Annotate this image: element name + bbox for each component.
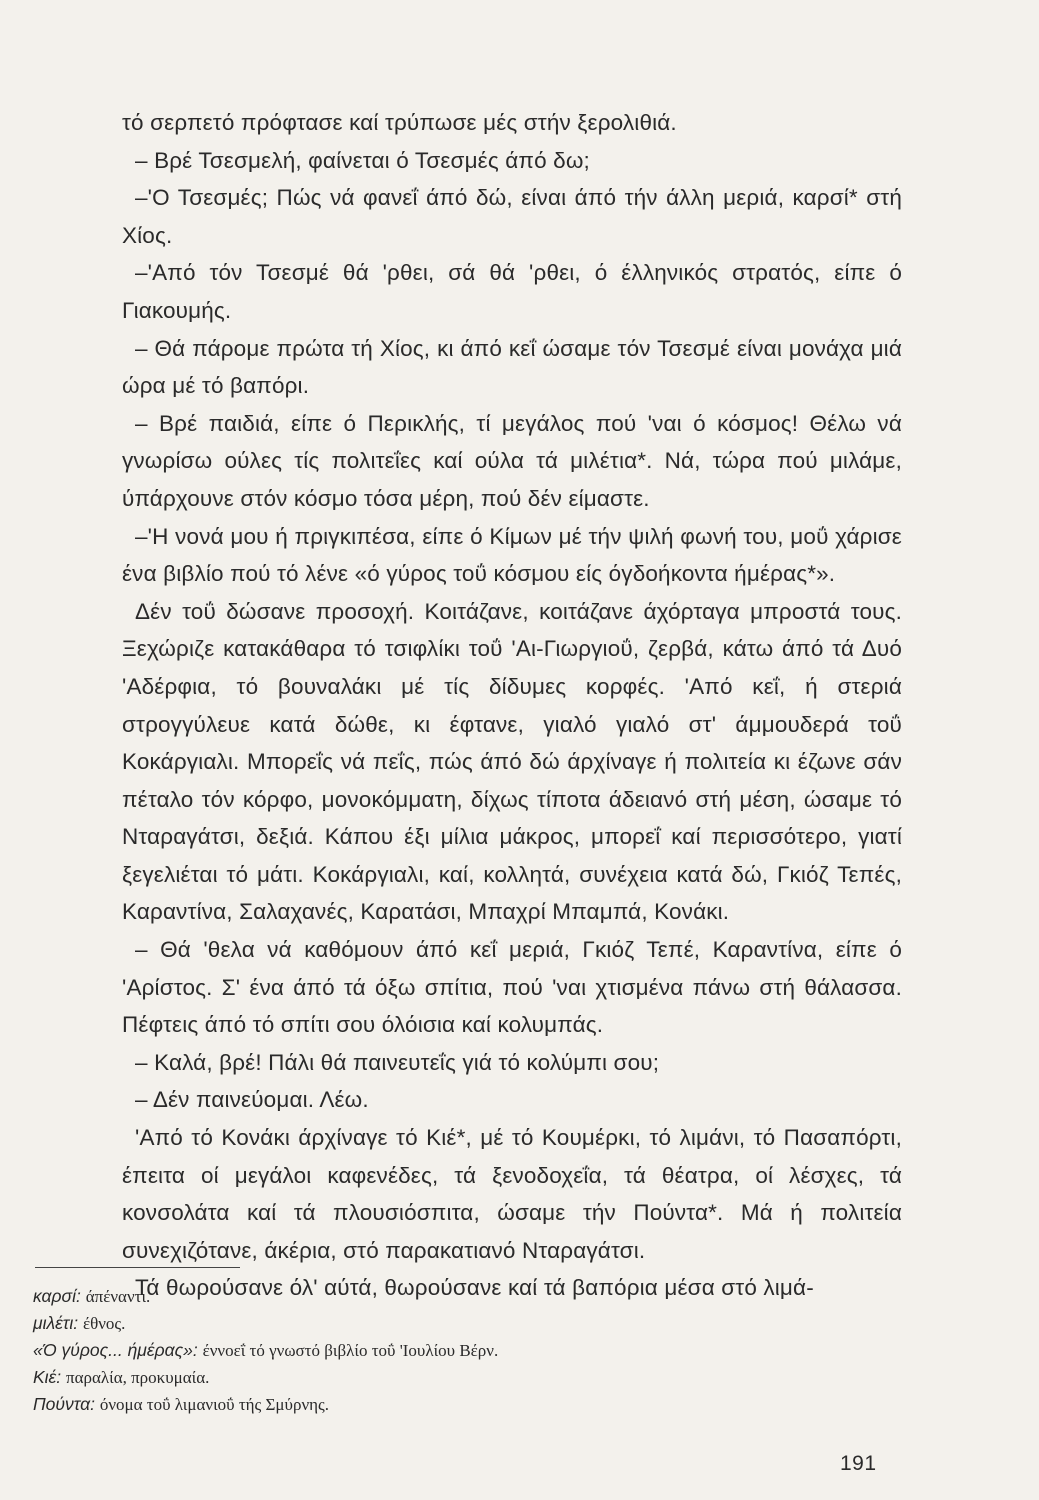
footnote-divider (35, 1267, 240, 1268)
page-number: 191 (840, 1452, 877, 1475)
footnote-term: Πούντα: (33, 1394, 95, 1414)
paragraph: –'Η νονά μου ή πριγκιπέσα, είπε ό Κίμων μέ τήν ψιλή φωνή του, μοΰ χάρισε ένα βιβλίο πού τό λένε «ό γύρος τοΰ κόσμου είς όγδοήκοντα ήμέρας*». (122, 523, 902, 587)
footnote-definition: παραλία, προκυμαία. (66, 1368, 210, 1387)
paragraph: –'Από τόν Τσεσμέ θά 'ρθει, σά θά 'ρθει, ό έλληνικός στρατός, είπε ό Γιακουμής. (122, 260, 902, 323)
footnote-definition: όνομα τοΰ λιμανιοΰ τής Σμύρνης. (99, 1395, 329, 1414)
paragraph: – Καλά, βρέ! Πάλι θά παινευτεΐς γιά τό κολύμπι σου; (135, 1049, 660, 1075)
paragraph: – Βρέ παιδιά, είπε ό Περικλής, τί μεγάλος πού 'ναι ό κόσμος! Θέλω νά γνωρίσω ούλες τίς πολιτεΐες καί ούλα τά μιλέτια*. Νά, τώρα πού μιλάμε, ύπάρχουνε στόν κόσμο τόσα μέρη, πού δέν είμαστε. (122, 410, 902, 511)
footnote (33, 1391, 833, 1418)
footnote-definition: έθνος. (82, 1314, 126, 1333)
paragraph: –'Ο Τσεσμές; Πώς νά φανεΐ άπό δώ, είναι άπό τήν άλλη μεριά, καρσί* στή Χίος. (122, 185, 902, 248)
footnote-definition: έννοεΐ τό γνωστό βιβλίο τοΰ 'Ιουλίου Βέρν. (202, 1341, 499, 1360)
footnote (33, 1337, 833, 1364)
paragraph: – Θά 'θελα νά καθόμουν άπό κεΐ μεριά, Γκιόζ Τεπέ, Καραντίνα, είπε ό 'Αρίστος. Σ' ένα άπό τά όξω σπίτια, πού 'ναι χτισμένα πάνω στή θάλασσα. Πέφτεις άπό τό σπίτι σου όλόισια καί κολυμπάς. (122, 937, 902, 1038)
footnote-term: «Ό γύρος... ήμέρας»: (33, 1340, 198, 1360)
footnote-term: Κιέ: (33, 1367, 62, 1387)
paragraph: – Βρέ Τσεσμελή, φαίνεται ό Τσεσμές άπό δω; (135, 147, 590, 173)
paragraph: τό σερπετό πρόφτασε καί τρύπωσε μές στήν ξερολιθιά. (122, 110, 677, 135)
footnote (33, 1310, 833, 1337)
footnote (33, 1283, 833, 1310)
paragraph: – Δέν παινεύομαι. Λέω. (135, 1087, 369, 1113)
paragraph: Τά θωρούσανε όλ' αύτά, θωρούσανε καί τά βαπόρια μέσα στό λιμά- (135, 1275, 814, 1301)
footnote-term: καρσί: (33, 1286, 81, 1306)
footnote-term: μιλέτι: (33, 1313, 79, 1333)
paragraph: 'Από τό Κονάκι άρχίναγε τό Κιέ*, μέ τό Κουμέρκι, τό λιμάνι, τό Πασαπόρτι, έπειτα οί μεγάλοι καφενέδες, τά ξενοδοχεΐα, τά θέατρα, οί λέσχες, τά κονσολάτα καί τά πλουσιόσπιτα, ώσαμε τήν Πούντα*. Μά ή πολιτεία συνεχιζότανε, άκέρια, στό παρακατιανό Νταραγάτσι. (122, 1125, 902, 1263)
footnote (33, 1364, 833, 1391)
main-text (122, 104, 902, 1307)
paragraph: – Θά πάρομε πρώτα τή Χίος, κι άπό κεΐ ώσαμε τόν Τσεσμέ είναι μονάχα μιά ώρα μέ τό βαπόρι. (122, 335, 902, 399)
footnotes (33, 1283, 833, 1418)
footnote-definition: άπέναντι. (85, 1287, 151, 1306)
paragraph: Δέν τοΰ δώσανε προσοχή. Κοιτάζανε, κοιτάζανε άχόρταγα μπροστά τους. Ξεχώριζε κατακάθαρα τό τσιφλίκι τοΰ 'Αι-Γιωργιοΰ, ζερβά, κάτω άπό τά Δυό 'Αδέρφια, τό βουναλάκι μέ τίς δίδυμες κορφές. 'Από κεΐ, ή στεριά στρογγύλευε κατά δώθε, κι έφτανε, γιαλό γιαλό στ' άμμουδερά τοΰ Κοκάργιαλι. Μπορεΐς νά πεΐς, πώς άπό δώ άρχίναγε ή πολιτεία κι έζωνε σάν πέταλο τόν κόρφο, μονοκόμματη, δίχως τίποτα άδειανό στή μέση, ώσαμε τό Νταραγάτσι, δεξιά. Κάπου έξι μίλια μάκρος, μπορεΐ καί περισσότερο, γιατί ξεγελιέται τό μάτι. Κοκάργιαλι, καί, κολλητά, συνέχεια κατά δώ, Γκιόζ Τεπές, Καραντίνα, Σαλαχανές, Καρατάσι, Μπαχρί Μπαμπά, Κονάκι. (122, 598, 902, 925)
